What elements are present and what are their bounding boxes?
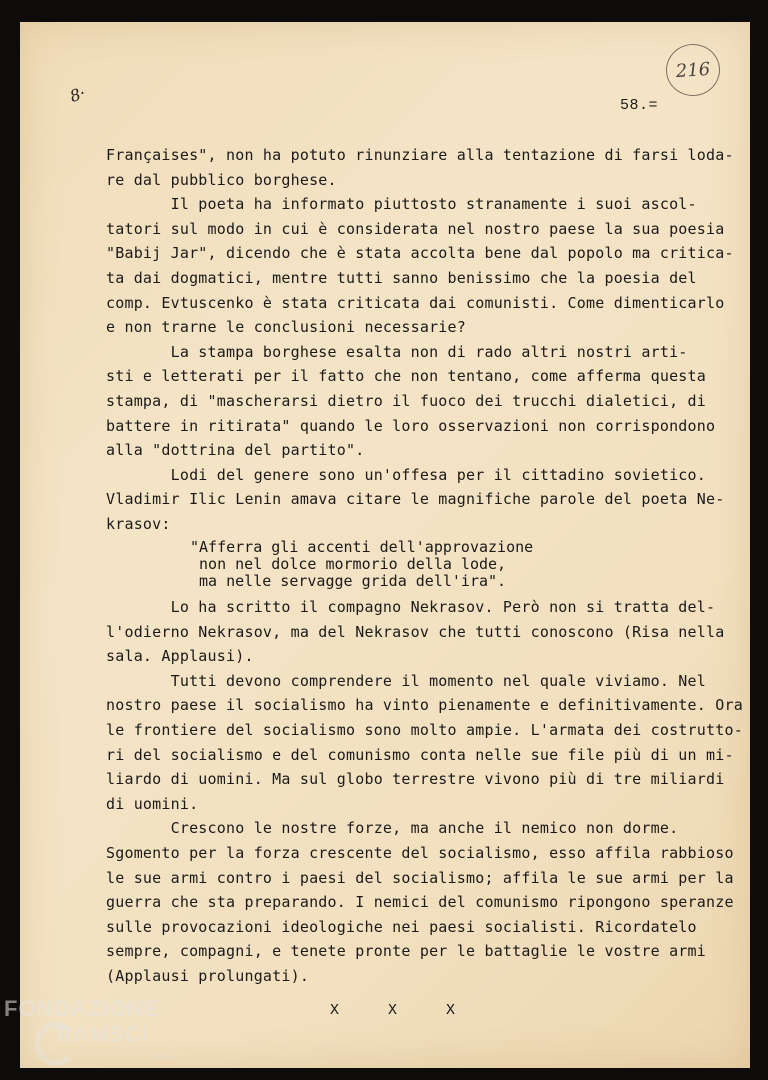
- watermark-line-1: FONDAZIONE: [4, 996, 160, 1021]
- text-line: krasov:: [106, 514, 171, 533]
- text-line: sala. Applausi).: [106, 647, 254, 666]
- body-text-part-2: [106, 595, 743, 989]
- text-line: sulle provocazioni ideologiche nei paesi socialisti. Ricordatelo: [106, 917, 697, 936]
- text-line: battere in ritirata" quando le loro osservazioni non corrispondono: [106, 416, 716, 435]
- text-line: sempre, compagni, e tenete pronte per le battaglie le vostre armi: [106, 942, 706, 961]
- text-line: comp. Evtuscenko è stata criticata dai comunisti. Come dimenticarlo: [106, 293, 725, 312]
- poem-quote: [190, 539, 533, 590]
- margin-mark: 8·: [67, 83, 88, 106]
- text-line: Lo ha scritto il compagno Nekrasov. Però non si tratta del-: [106, 598, 716, 616]
- watermark-line-2: RAMSCI: [56, 1022, 149, 1047]
- text-line: liardo di uomini. Ma sul globo terrestre vivono più di tre miliardi: [106, 770, 725, 789]
- text-line: tatori sul modo in cui è considerata nel nostro paese la sua poesia: [106, 219, 725, 238]
- section-break: X X X: [330, 1002, 476, 1019]
- archive-number: 216: [675, 58, 711, 82]
- text-line: le frontiere del socialismo sono molto ampie. L'armata dei costrutto-: [106, 720, 743, 739]
- text-line: le sue armi contro i paesi del socialismo; affila le sue armi per la: [106, 868, 734, 887]
- text-line: ri del socialismo e del comunismo conta nelle sue file più di un mi-: [106, 745, 734, 764]
- text-line: Françaises", non ha potuto rinunziare alla tentazione di farsi loda-: [106, 146, 734, 164]
- text-line: Vladimir Ilic Lenin amava citare le magnifiche parole del poeta Ne-: [106, 490, 725, 509]
- text-line: La stampa borghese esalta non di rado altri nostri arti-: [106, 342, 688, 361]
- text-line: guerra che sta preparando. I nemici del comunismo ripongono speranze: [106, 893, 734, 912]
- body-text-part-1: [106, 143, 734, 537]
- text-line: e non trarne le conclusioni necessarie?: [106, 318, 466, 337]
- text-line: alla "dottrina del partito".: [106, 441, 365, 460]
- text-line: Sgomento per la forza crescente del socialismo, esso affila rabbioso: [106, 843, 734, 862]
- text-line: Il poeta ha informato piuttosto stranamente i suoi ascol-: [106, 195, 697, 214]
- text-line: l'odierno Nekrasov, ma del Nekrasov che tutti conoscono (Risa nella: [106, 622, 725, 641]
- page-number: 58.=: [620, 97, 659, 114]
- poem-line: non nel dolce mormorio della lode,: [190, 555, 507, 573]
- watermark-line-3: onlus: [152, 1052, 176, 1063]
- text-line: "Babij Jar", dicendo che è stata accolta bene dal popolo ma critica-: [106, 244, 734, 263]
- poem-line: "Afferra gli accenti dell'approvazione: [190, 538, 534, 556]
- text-line: Crescono le nostre forze, ma anche il nemico non dorme.: [106, 819, 679, 838]
- text-line: (Applausi prolungati).: [106, 966, 310, 985]
- text-line: stampa, di "mascherarsi dietro il fuoco dei trucchi dialetici, di: [106, 391, 706, 410]
- fondazione-gramsci-watermark: [4, 992, 194, 1076]
- text-line: nostro paese il socialismo ha vinto pienamente e definitivamente. Ora: [106, 696, 743, 715]
- poem-line: ma nelle servagge grida dell'ira".: [190, 572, 507, 590]
- text-line: sti e letterati per il fatto che non tentano, come afferma questa: [106, 367, 706, 386]
- text-line: ta dai dogmatici, mentre tutti sanno benissimo che la poesia del: [106, 268, 697, 287]
- text-line: Tutti devono comprendere il momento nel quale viviamo. Nel: [106, 671, 706, 690]
- text-line: di uomini.: [106, 794, 199, 813]
- text-line: re dal pubblico borghese.: [106, 170, 337, 189]
- text-line: Lodi del genere sono un'offesa per il cittadino sovietico.: [106, 465, 706, 484]
